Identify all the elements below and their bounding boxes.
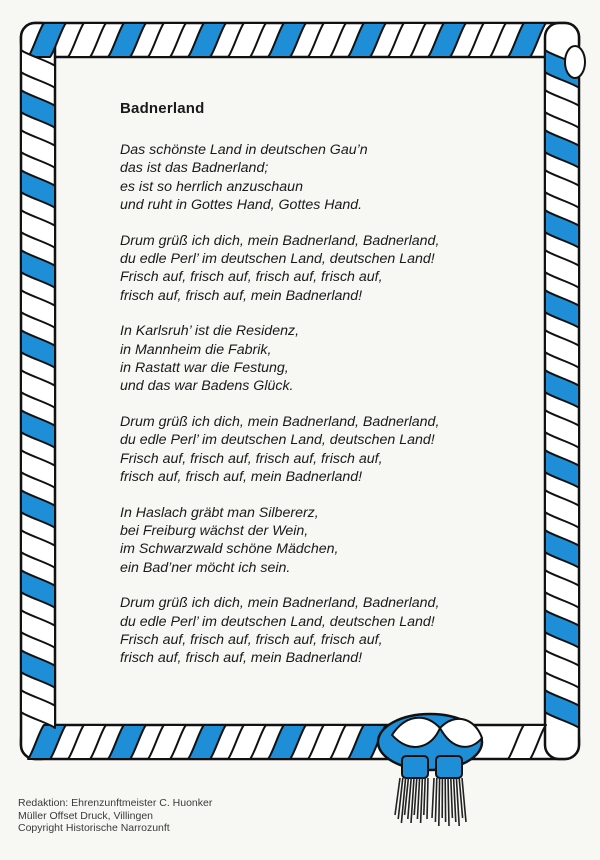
poem-line: In Haslach gräbt man Silbererz, — [120, 504, 319, 521]
poem-line: Drum grüß ich dich, mein Badnerland, Badnerland, — [120, 413, 440, 430]
tassel-fringe — [448, 778, 449, 826]
tassel-fringe — [439, 778, 440, 826]
tassel-fringe — [411, 778, 414, 823]
poem-line: Frisch auf, frisch auf, frisch auf, frisch auf, — [120, 450, 383, 467]
credit-editor: Redaktion: Ehrenzunftmeister C. Huonker — [18, 797, 213, 809]
stanza — [120, 322, 520, 396]
tassel-fringe — [432, 778, 434, 818]
poem-line: bei Freiburg wächst der Wein, — [120, 522, 309, 539]
tassel-fringe — [417, 778, 419, 819]
tassel-fringe — [421, 778, 423, 823]
rope-end — [565, 46, 585, 78]
poem-line: es ist so herrlich anzuschaun — [120, 178, 303, 195]
tassel-fringe — [435, 778, 436, 822]
stanza — [120, 594, 520, 668]
poem-line: und das war Badens Glück. — [120, 378, 294, 395]
poem-line: du edle Perl’ im deutschen Land, deutschen Land! — [120, 251, 435, 268]
poem-line: im Schwarzwald schöne Mädchen, — [120, 541, 339, 558]
poem-line: Das schönste Land in deutschen Gau’n — [120, 142, 368, 158]
poem — [120, 100, 520, 685]
tassel-fringe — [456, 778, 459, 826]
credit-copyright: Copyright Historische Narrozunft — [18, 822, 170, 834]
tassel-fringe — [427, 778, 428, 819]
tassel-fringe — [454, 778, 456, 822]
rope-knot-icon — [378, 714, 482, 826]
stanza — [120, 232, 520, 306]
poem-line: das ist das Badnerland; — [120, 160, 269, 177]
poem-line: frisch auf, frisch auf, mein Badnerland! — [120, 650, 363, 667]
stanza — [120, 504, 520, 578]
stanza — [120, 413, 520, 487]
tassel-cap — [402, 756, 428, 778]
tassel-fringe — [414, 778, 417, 815]
poem-stanzas — [120, 141, 520, 668]
poem-line: und ruht in Gottes Hand, Gottes Hand. — [120, 197, 363, 214]
credit-printer: Müller Offset Druck, Villingen — [18, 809, 153, 822]
poem-line: du edle Perl’ im deutschen Land, deutschen Land! — [120, 432, 435, 449]
poem-line: Drum grüß ich dich, mein Badnerland, Badnerland, — [120, 595, 440, 612]
tassel-cap — [436, 756, 462, 778]
poem-line: in Rastatt war die Festung, — [120, 360, 289, 377]
poem-line: In Karlsruh’ ist die Residenz, — [120, 323, 300, 340]
stanza — [120, 141, 520, 215]
poem-line: du edle Perl’ im deutschen Land, deutschen Land! — [120, 613, 435, 630]
credits — [18, 797, 212, 835]
poem-line: ein Bad’ner möcht ich sein. — [120, 559, 291, 576]
tassel-fringe — [451, 778, 453, 818]
tassel-fringe — [424, 778, 425, 815]
poem-line: Frisch auf, frisch auf, frisch auf, frisch auf, — [120, 631, 383, 648]
poem-line: in Mannheim die Fabrik, — [120, 341, 272, 358]
poem-title: Badnerland — [120, 100, 205, 117]
poem-line: frisch auf, frisch auf, mein Badnerland! — [120, 469, 363, 486]
poem-line: Drum grüß ich dich, mein Badnerland, Badnerland, — [120, 232, 440, 249]
poem-line: Frisch auf, frisch auf, frisch auf, frisch auf, — [120, 269, 383, 286]
poem-line: frisch auf, frisch auf, mein Badnerland! — [120, 287, 363, 304]
